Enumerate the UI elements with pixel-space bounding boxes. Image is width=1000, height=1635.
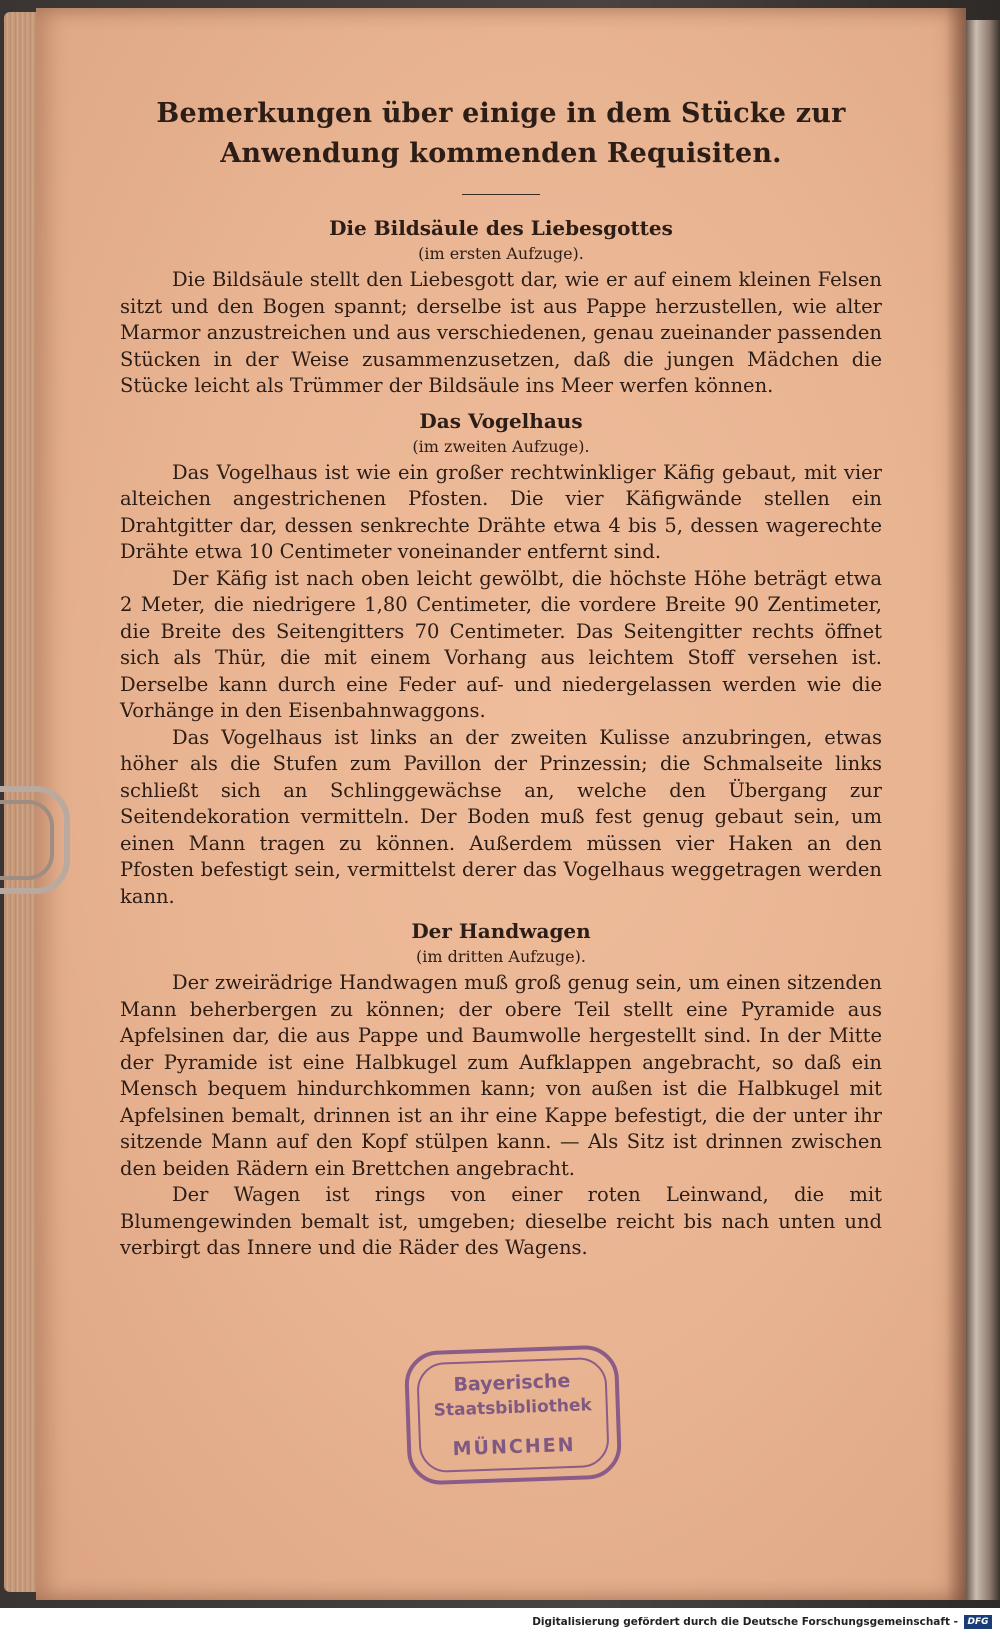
- spine-shadow: [946, 8, 966, 1600]
- paper-clip-inner: [0, 800, 54, 880]
- section-subheading: (im ersten Aufzuge).: [418, 244, 584, 263]
- paragraph: Der zweirädrige Handwagen muß groß genug sein, um einen sitzenden Mann beherbergen zu können; der obere Teil stellt eine Pyramide aus Apfelsinen dar, die aus Pappe und Baumwolle hergestellt sind. In der Mitte der Pyramide ist eine Halbkugel zum Aufklappen angebracht, so daß ein Mensch bequem hindurchkommen kann; von außen ist die Halbkugel mit Apfelsinen bemalt, drinnen ist an ihr eine Kappe befestigt, die der unter ihr sitzende Mann auf den Kopf stülpen kann. — Als Sitz ist drinnen zwischen den beiden Rädern ein Brettchen angebracht.: [120, 971, 882, 1180]
- footer-bar: [0, 1610, 1000, 1635]
- section-heading: Der Handwagen: [411, 919, 591, 943]
- section-bildsaeule: [120, 213, 882, 400]
- stamp-line-2: Staatsbibliothek: [433, 1395, 593, 1421]
- section-subheading: (im zweiten Aufzuge).: [412, 436, 590, 456]
- library-stamp: [404, 1344, 623, 1485]
- section-heading: Das Vogelhaus: [419, 408, 583, 433]
- paragraph: Das Vogelhaus ist links an der zweiten Kulisse anzubringen, etwas höher als die Stufen zum Pavillon der Prinzessin; die Schmalseite links schließt sich an Schlinggewächse an, welche den Übergang zur Seitendekoration vermitteln. Der Boden muß fest genug gebaut sein, um einen Mann tragen zu können. Außerdem müssen vier Haken an den Pfosten befestigt sein, vermittelst derer das Vogelhaus weggetragen werden kann.: [120, 725, 882, 908]
- binding-strip: [966, 20, 1000, 1600]
- stamp-line-3: MÜNCHEN: [452, 1433, 576, 1461]
- paragraph: Das Vogelhaus ist wie ein großer rechtwinkliger Käfig gebaut, mit vier alteichen angestrichenen Pfosten. Die vier Käfigwände stellen ein Drahtgitter dar, dessen senkrechte Drähte etwa 4 bis 5, dessen wagerechte Drähte etwa 10 Centimeter voneinander entfernt sind.: [120, 460, 882, 563]
- section-subheading: (im dritten Aufzuge).: [416, 947, 586, 966]
- section-vogelhaus: [120, 406, 882, 911]
- section-handwagen: [120, 916, 882, 1262]
- title-divider: [462, 194, 540, 195]
- paragraph: Der Käfig ist nach oben leicht gewölbt, die höchste Höhe beträgt etwa 2 Meter, die niedrigere 1,80 Centimeter, die vordere Breite 90 Zentimeter, die Breite des Seitengitters 70 Centimeter. Das Seitengitter rechts öffnet sich als Thür, die mit einem Vorhang aus leichtem Stoff versehen ist. Derselbe kann durch eine Feder auf- und niedergelassen werden wie die Vorhänge in den Eisenbahnwaggons.: [120, 566, 882, 722]
- stamp-line-1: Bayerische: [453, 1369, 571, 1397]
- paragraph: Der Wagen ist rings von einer roten Leinwand, die mit Blumengewinden bemalt ist, umgeben; dieselbe reicht bis nach unten und verbirgt das Innere und die Räder des Wagens.: [120, 1183, 882, 1259]
- page-content: [120, 94, 882, 1262]
- section-heading: Die Bildsäule des Liebesgottes: [329, 216, 673, 240]
- paragraph: Die Bildsäule stellt den Liebesgott dar, wie er auf einem kleinen Felsen sitzt und den Bogen spannt; derselbe ist aus Pappe herzustellen, wie alter Marmor anzustreichen und aus verschiedenen, genau zueinander passenden Stücken in der Weise zusammenzusetzen, daß die jungen Mädchen die Stücke leicht als Trümmer der Bildsäule ins Meer werfen können.: [120, 268, 882, 397]
- footer-credit: Digitalisierung gefördert durch die Deutsche Forschungsgemeinschaft -: [532, 1616, 958, 1628]
- page-title: Bemerkungen über einige in dem Stücke zur Anwendung kommenden Requisiten.: [156, 98, 846, 169]
- dfg-logo-icon: DFG: [964, 1615, 992, 1629]
